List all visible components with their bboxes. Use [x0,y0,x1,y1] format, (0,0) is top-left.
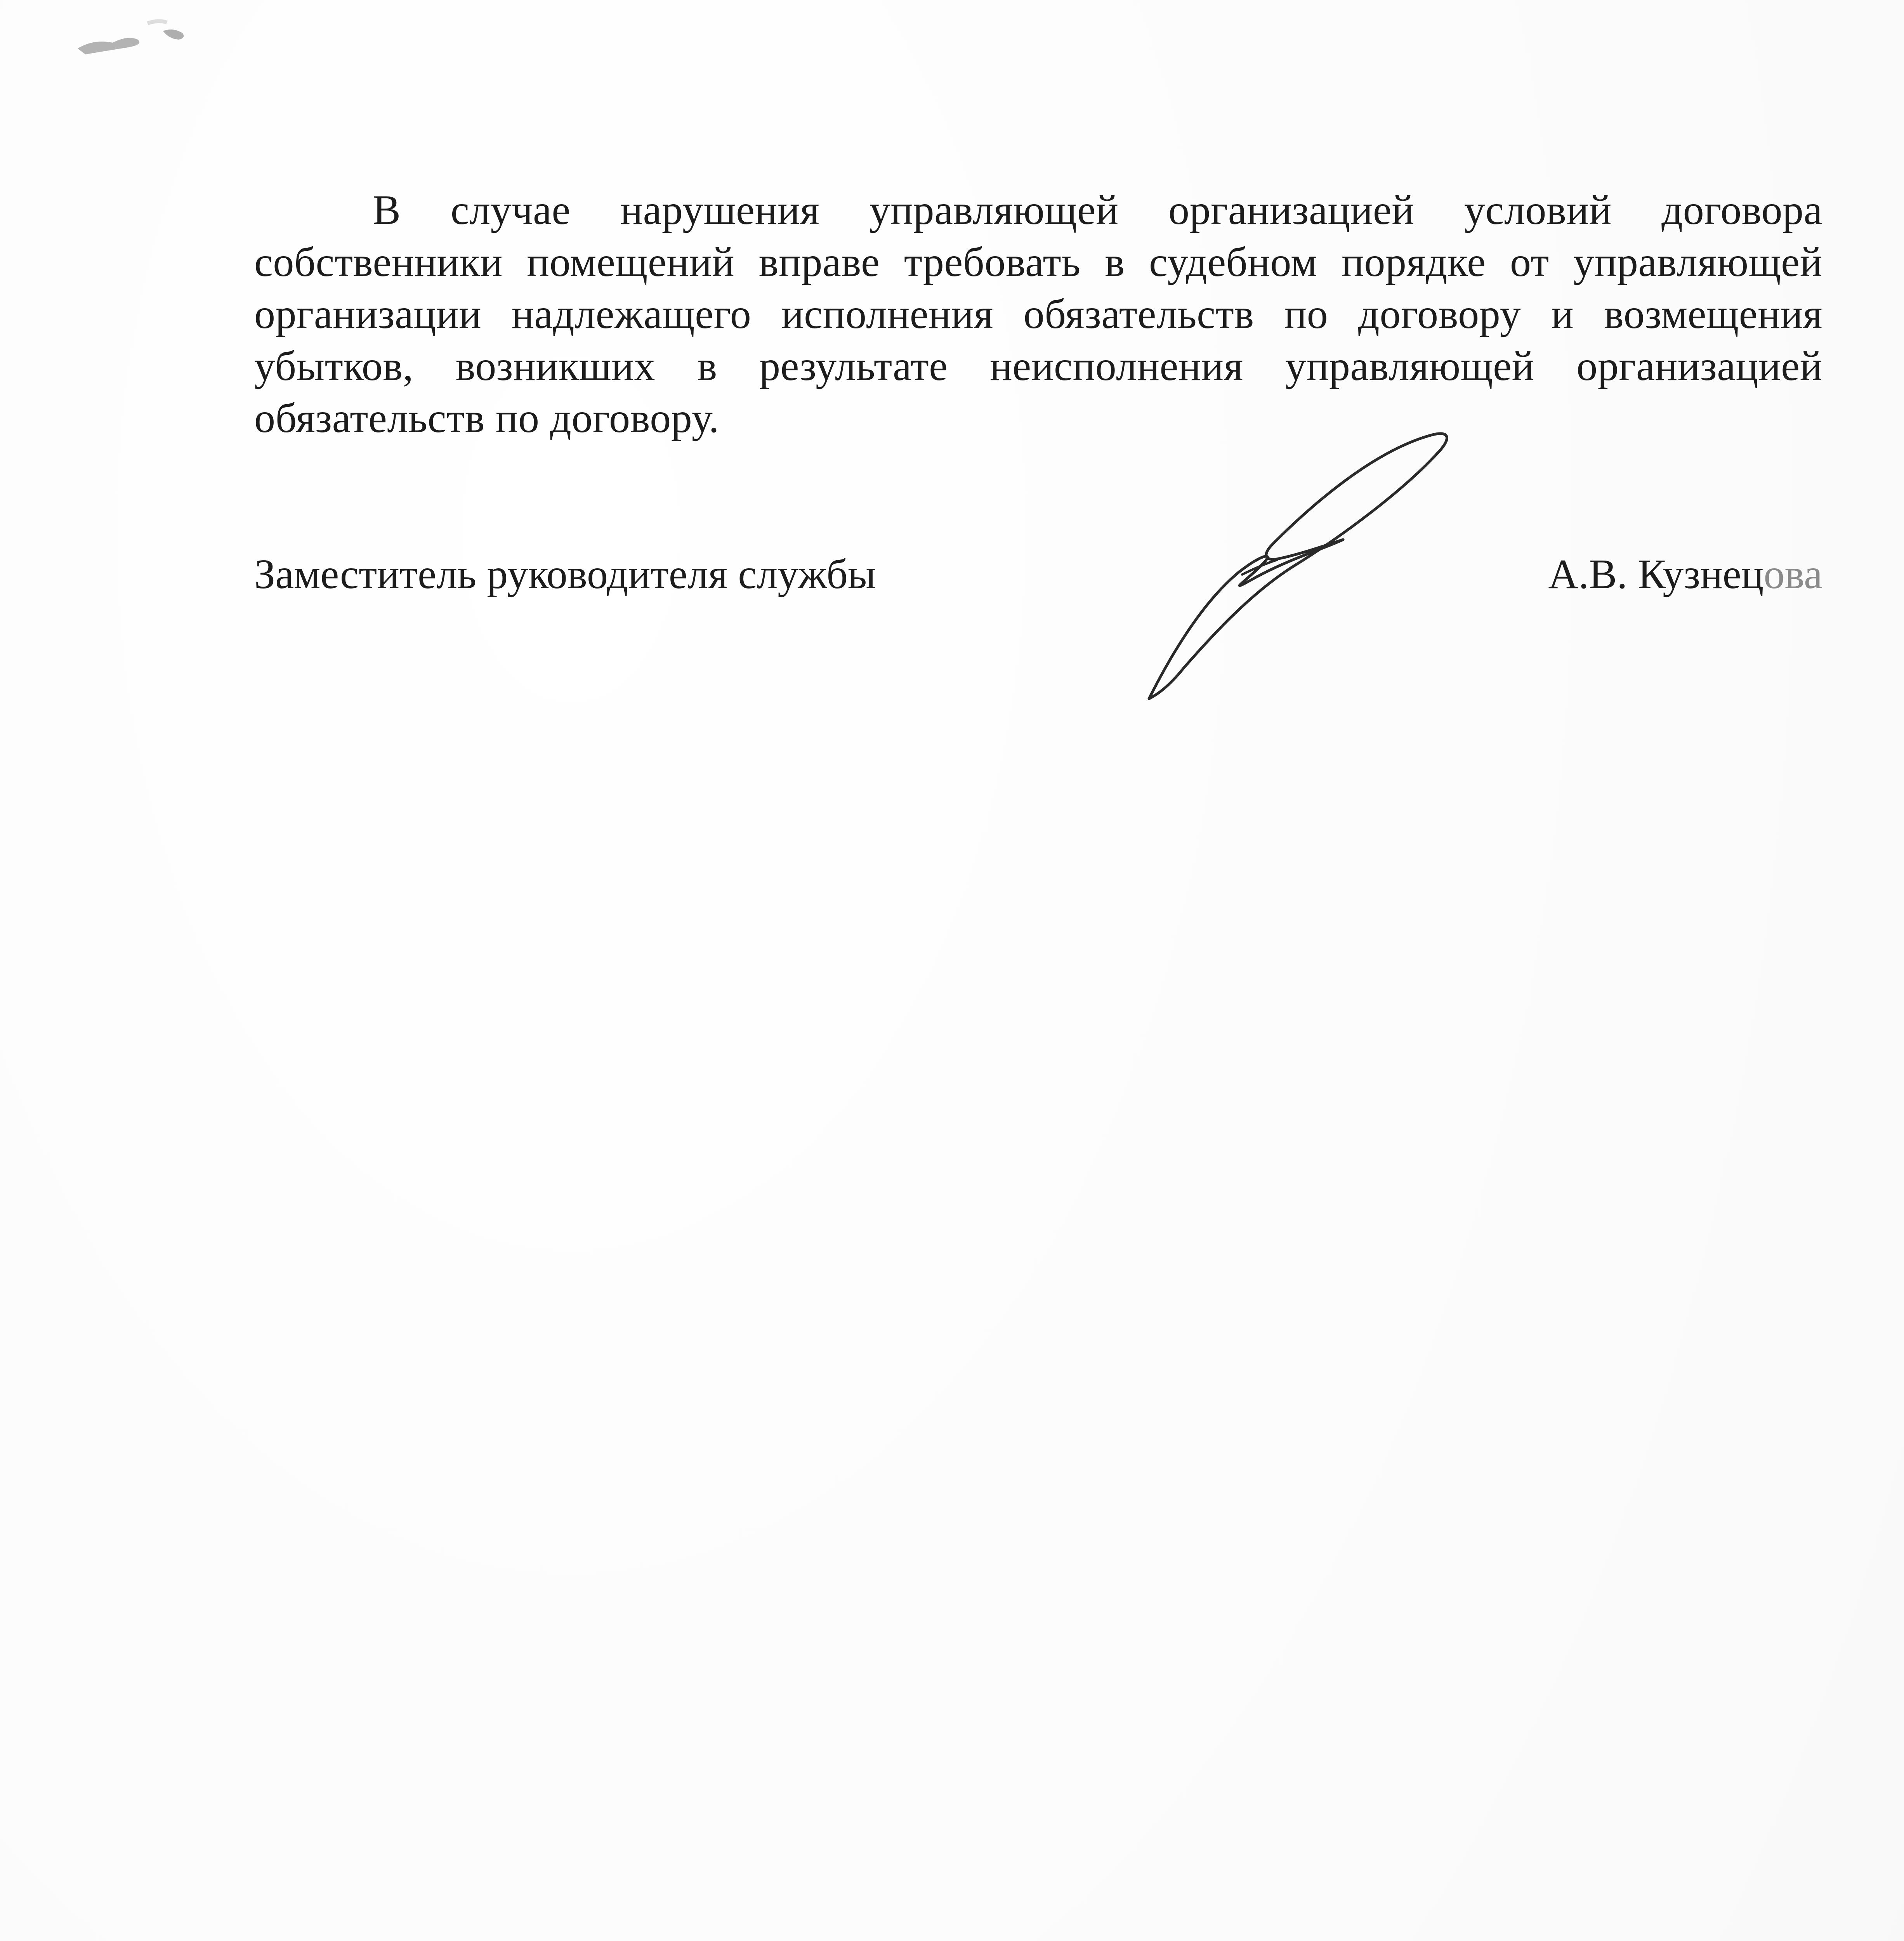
signer-position-title: Заместитель руководителя службы [254,551,876,597]
signature-row [254,547,1822,602]
signer-name-main: А.В. Кузнец [1548,551,1764,597]
body-paragraph: В случае нарушения управляющей организацией условий договора собственники помещений вправе требовать в судебном порядке от управляющей организации надлежащего исполнения обязательств по договору и возмещения убытков, возникших в результате неисполнения управляющей организацией обязательств по договору. [254,187,1822,441]
scan-smudge-mark [70,12,233,58]
signer-name-faded: ова [1763,551,1822,597]
handwritten-signature [1126,419,1463,710]
signer-name [1548,547,1822,602]
